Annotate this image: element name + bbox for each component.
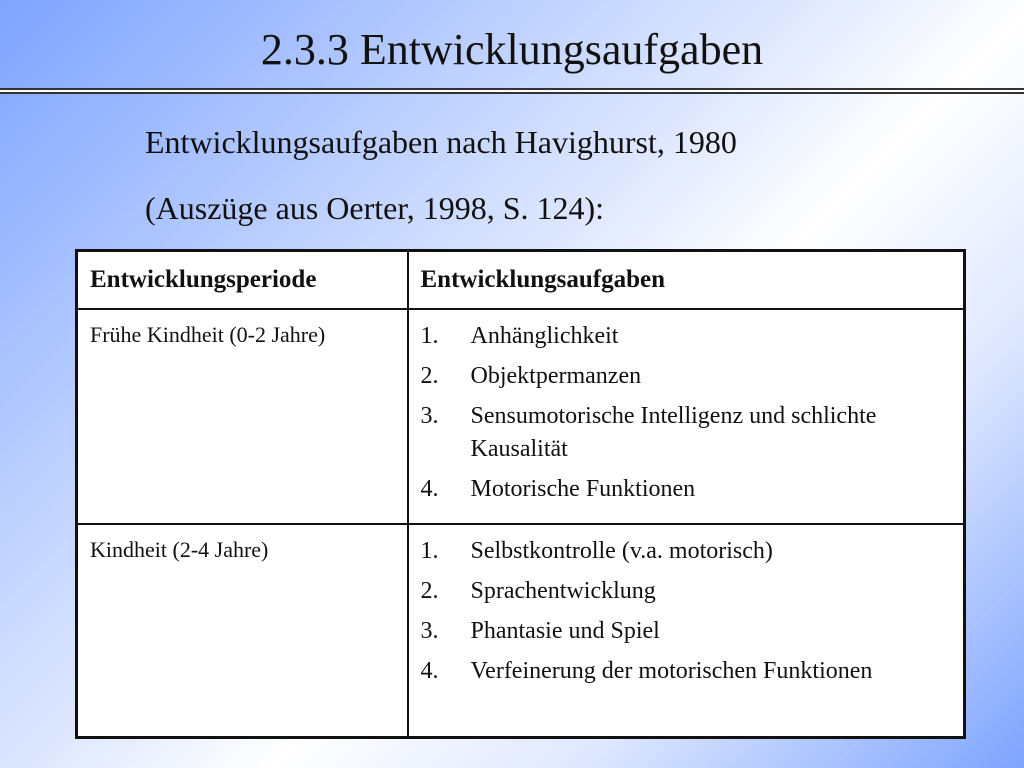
list-number: 1. — [420, 322, 439, 349]
list-number: 2. — [420, 362, 439, 389]
list-number: 4. — [420, 475, 439, 502]
list-number: 3. — [420, 402, 439, 429]
list-number: 2. — [420, 577, 439, 604]
period-cell: Frühe Kindheit (0-2 Jahre) — [77, 309, 408, 524]
task-list — [421, 535, 952, 688]
list-item-text: Verfeinerung der motorischen Funktionen — [470, 657, 873, 684]
slide-title: 2.3.3 Entwicklungsaufgaben — [260, 25, 764, 74]
development-tasks-table — [75, 249, 966, 739]
header-tasks: Entwicklungsaufgaben — [408, 251, 965, 309]
list-item — [421, 360, 952, 393]
list-number: 4. — [420, 657, 439, 684]
list-item — [421, 655, 952, 688]
table-row — [77, 309, 965, 524]
title-divider — [0, 88, 1024, 94]
list-item — [421, 473, 952, 506]
list-item-text: Phantasie und Spiel — [470, 617, 660, 644]
list-item-text: Sprachentwicklung — [470, 577, 656, 604]
list-item — [421, 400, 952, 466]
list-item-text: Anhänglichkeit — [470, 322, 619, 349]
table-header-row — [77, 251, 965, 309]
list-item-text: Selbstkontrolle (v.a. motorisch) — [470, 537, 773, 564]
list-item — [421, 615, 952, 648]
list-item-text: Motorische Funktionen — [470, 475, 696, 502]
subtitle-source: Entwicklungsaufgaben nach Havighurst, 1980 — [145, 124, 737, 160]
list-item — [421, 575, 952, 608]
list-item-text: Sensumotorische Intelligenz und schlichte Kausalität — [470, 402, 877, 462]
table-row — [77, 524, 965, 738]
tasks-cell — [408, 309, 965, 524]
list-item-text: Objektpermanzen — [470, 362, 642, 389]
subtitle-citation: (Auszüge aus Oerter, 1998, S. 124): — [145, 190, 605, 226]
header-period: Entwicklungsperiode — [77, 251, 408, 309]
list-number: 3. — [420, 617, 439, 644]
list-number: 1. — [420, 537, 439, 564]
list-item — [421, 320, 952, 353]
period-cell: Kindheit (2-4 Jahre) — [77, 524, 408, 738]
list-item — [421, 535, 952, 568]
task-list — [421, 320, 952, 506]
tasks-cell — [408, 524, 965, 738]
